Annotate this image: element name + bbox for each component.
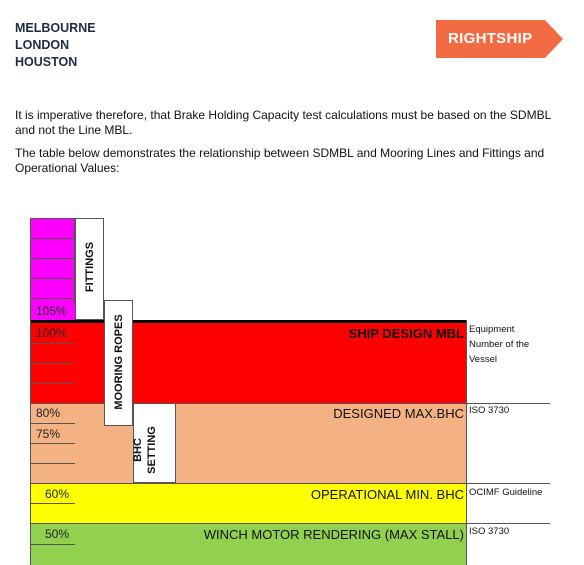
grid-line	[30, 463, 75, 464]
city-houston: HOUSTON	[15, 55, 78, 69]
logo-text: RIGHTSHIP	[448, 30, 533, 47]
city-london: LONDON	[15, 38, 70, 52]
pct-60: 60%	[45, 487, 70, 501]
row-label-designed-max-bhc: DESIGNED MAX.BHC	[333, 406, 464, 421]
grid-line	[30, 403, 467, 404]
grid-line	[30, 503, 75, 504]
note-designed-max-bhc	[469, 403, 509, 418]
paragraph-table-intro-line1: The table below demonstrates the relationship between SDMBL and Mooring Lines and Fittings and	[15, 146, 545, 160]
row-label-operational-min-bhc: OPERATIONAL MIN. BHC	[310, 487, 464, 502]
grid-line	[30, 483, 550, 484]
pct-80: 80%	[36, 406, 61, 420]
paragraph-sdmbl-line1: It is imperative therefore, that Brake Holding Capacity test calculations must be based on the SDMBL	[15, 108, 552, 122]
bhc-setting-label-line1: BHC	[132, 438, 144, 462]
paragraph-sdmbl-line2: and not the Line MBL.	[15, 123, 133, 137]
note-operational-min-bhc	[469, 485, 542, 500]
pct-50: 50%	[45, 527, 70, 541]
left-axis	[30, 218, 31, 565]
bhc-setting-label-line2: SETTING	[146, 426, 158, 474]
grid-line	[30, 343, 75, 344]
mooring-ropes-column	[104, 300, 133, 426]
fittings-label: FITTINGS	[84, 241, 96, 293]
paragraph-table-intro-line2: Operational Values:	[15, 161, 120, 175]
mooring-ropes-label: MOORING ROPES	[113, 314, 125, 410]
note-line: ISO 3730	[469, 405, 510, 416]
row-label-ship-design-mbl: SHIP DESIGN MBL	[348, 326, 464, 341]
fittings-column	[75, 218, 104, 320]
bhc-setting-label	[131, 410, 159, 490]
grid-line	[30, 544, 75, 545]
note-line: ISO 3730	[469, 526, 510, 537]
city-melbourne: MELBOURNE	[15, 21, 96, 35]
right-boundary	[466, 320, 467, 565]
row-label-winch-motor-rendering: WINCH MOTOR RENDERING (MAX STALL)	[203, 527, 464, 542]
grid-line	[30, 423, 75, 424]
pct-75: 75%	[36, 427, 61, 441]
grid-line	[30, 383, 75, 384]
note-line: Equipment	[469, 324, 515, 335]
note-line: OCIMF Guideline	[469, 487, 543, 498]
note-ship-design-mbl	[469, 322, 529, 367]
grid-line	[30, 443, 75, 444]
bhc-setting-column	[133, 403, 176, 483]
note-winch-motor-rendering	[469, 524, 509, 539]
grid-line	[30, 363, 75, 364]
pct-105: 105%	[36, 304, 67, 318]
pct-100: 100%	[36, 326, 67, 340]
note-line: Number of the	[469, 339, 530, 350]
note-line: Vessel	[469, 354, 497, 365]
